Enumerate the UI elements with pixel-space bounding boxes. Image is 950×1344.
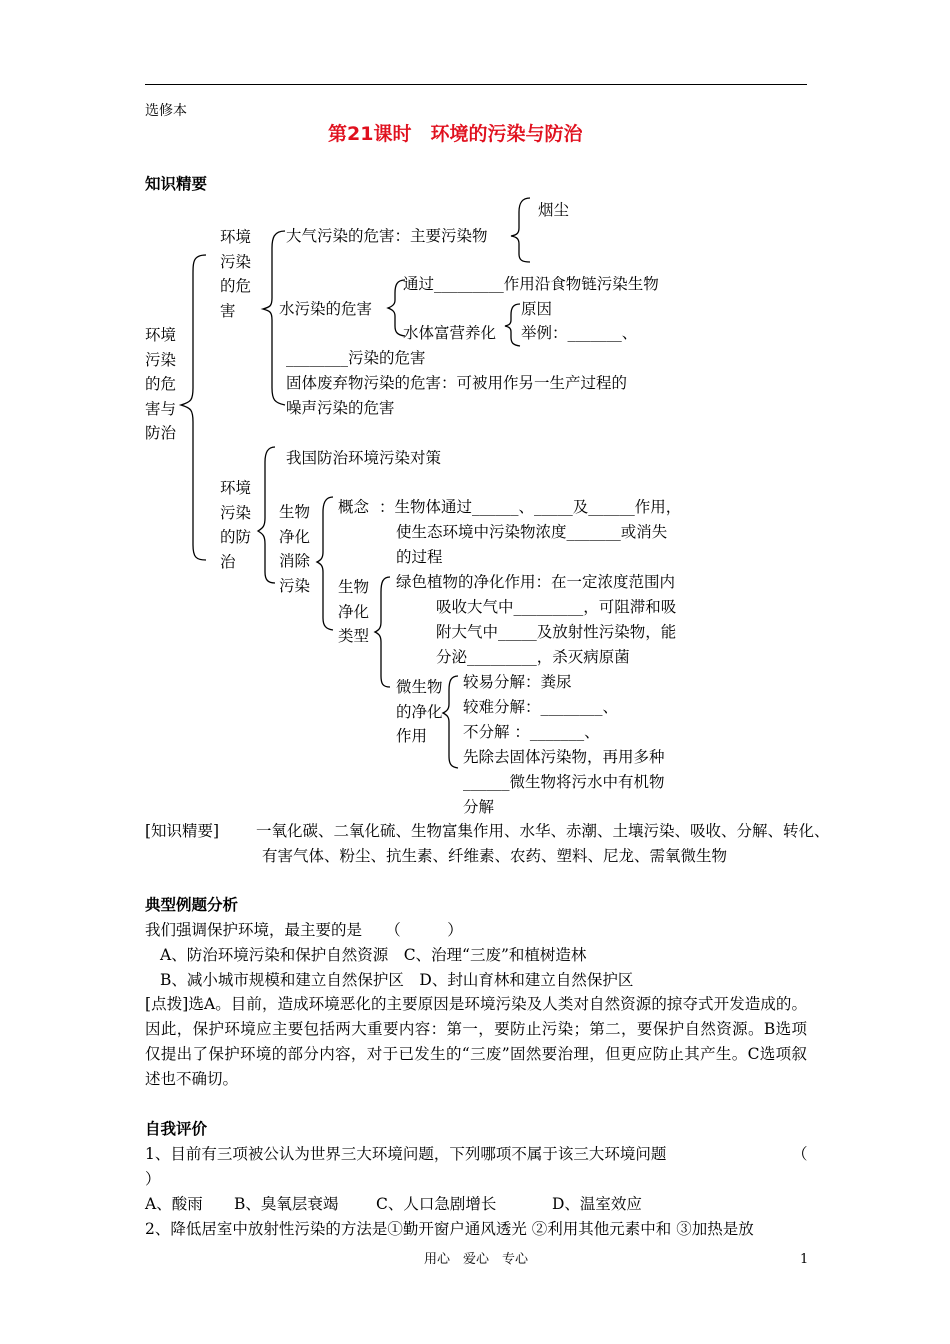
types-label: 生物 净化 类型 xyxy=(338,578,370,646)
self-eval-q1-paren-open: （ xyxy=(792,1145,808,1163)
water-sub-eutrophication: 水体富营养化 xyxy=(403,324,497,342)
q1-option-a: A、酸雨 xyxy=(145,1195,203,1213)
brace-harm xyxy=(263,231,285,405)
bio-purification-label: 生物 净化 消除 污染 xyxy=(279,503,311,595)
micro-easy: 较易分解：粪尿 xyxy=(463,673,572,691)
root-label: 环境 污染 的危 害与 防治 xyxy=(145,326,177,443)
concept-line-2: 使生态环境中污染物浓度_______或消失 xyxy=(396,523,668,541)
plant-line-4: 分泌_________，杀灭病原菌 xyxy=(436,648,630,666)
air-pollution: 大气污染的危害：主要污染物 xyxy=(286,227,488,245)
air-item-dust: 烟尘 xyxy=(538,201,570,219)
concept-line-1: ：生物体通过______、_____及______作用， xyxy=(379,498,682,516)
answer-line-1: 一氧化碳、二氧化硫、生物富集作用、水华、赤潮、土壤污染、吸收、分解、转化、 xyxy=(256,822,830,840)
brace-prevention xyxy=(258,447,275,583)
micro-step-3: 分解 xyxy=(463,798,495,816)
brace-bio xyxy=(317,497,333,630)
concept-label: 概念 xyxy=(338,498,370,516)
micro-label: 微生物 的净化 作用 xyxy=(396,678,443,746)
brace-air xyxy=(511,198,530,262)
prevention-label: 环境 污染 的防 治 xyxy=(220,479,252,571)
brace-types xyxy=(375,577,390,687)
section-heading-example: 典型例题分析 xyxy=(145,896,239,914)
page-title: 第21课时 环境的污染与防治 xyxy=(328,123,583,145)
eutro-reason: 原因 xyxy=(521,300,553,318)
solid-waste-pollution: 固体废弃物污染的危害：可被用作另一生产过程的 xyxy=(286,374,628,392)
q1-option-d: D、温室效应 xyxy=(552,1195,642,1213)
self-eval-q2: 2、降低居室中放射性污染的方法是①勤开窗户通风透光 ②利用其他元素中和 ③加热是放 xyxy=(145,1220,754,1238)
header-label: 选修本 xyxy=(145,103,187,119)
example-options-row-1: A、防治环境污染和保护自然资源 C、治理“三废”和植树造林 xyxy=(160,946,587,964)
plant-line-3: 附大气中_____及放射性污染物，能 xyxy=(436,623,677,641)
brace-eutro xyxy=(505,304,520,346)
water-pollution: 水污染的危害 xyxy=(279,300,373,318)
brace-micro xyxy=(443,676,458,768)
noise-pollution: 噪声污染的危害 xyxy=(286,399,395,417)
q1-option-c: C、人口急剧增长 xyxy=(376,1195,497,1213)
header-rule xyxy=(145,84,807,85)
example-options-row-2: B、减小城市规模和建立自然保护区 D、封山育林和建立自然保护区 xyxy=(160,971,634,989)
section-heading-knowledge: 知识精要 xyxy=(145,175,208,193)
micro-none: 不分解 ：_______、 xyxy=(463,723,600,741)
page-number: 1 xyxy=(800,1252,809,1267)
brace-root xyxy=(181,255,206,560)
answer-label: [知识精要] xyxy=(145,822,220,840)
micro-step-1: 先除去固体污染物，再用多种 xyxy=(463,748,665,766)
water-sub-food-chain: 通过_________作用沿食物链污染生物 xyxy=(403,275,659,293)
blank-pollution: ________污染的危害 xyxy=(286,349,426,367)
plant-line-2: 吸收大气中_________，可阻滞和吸 xyxy=(436,598,677,616)
example-question: 我们强调保护环境，最主要的是 （ ） xyxy=(145,921,463,939)
q1-option-b: B、臭氧层衰竭 xyxy=(234,1195,339,1213)
plant-line-1: 绿色植物的净化作用：在一定浓度范围内 xyxy=(396,573,676,591)
answer-line-2: 有害气体、粉尘、抗生素、纤维素、农药、塑料、尼龙、需氧微生物 xyxy=(262,847,728,865)
concept-line-3: 的过程 xyxy=(396,548,443,566)
eutro-example: 举例：_______、 xyxy=(521,324,638,342)
micro-step-2: ______微生物将污水中有机物 xyxy=(463,773,665,791)
micro-hard: 较难分解：________、 xyxy=(463,698,619,716)
footer-slogan: 用心 爱心 专心 xyxy=(424,1252,529,1267)
national-policy: 我国防治环境污染对策 xyxy=(286,449,442,467)
example-explanation: [点拨]选A。目前，造成环境恶化的主要原因是环境污染及人类对自然资源的掠夺式开发造成的。因此，保护环境应主要包括两大重要内容：第一，要防止污染；第二，要保护自然资源。B选项仅提出了保护环境的部分内容，对于已发生的“三废”固然要治理，但更应防止其产生。C选项叙述也不确切。 xyxy=(145,995,807,1088)
harm-label: 环境 污染 的危 害 xyxy=(220,228,252,320)
section-heading-self-eval: 自我评价 xyxy=(145,1120,208,1138)
self-eval-q1-paren-close: ） xyxy=(145,1170,161,1188)
self-eval-q1: 1、目前有三项被公认为世界三大环境问题，下列哪项不属于该三大环境问题 xyxy=(145,1145,667,1163)
